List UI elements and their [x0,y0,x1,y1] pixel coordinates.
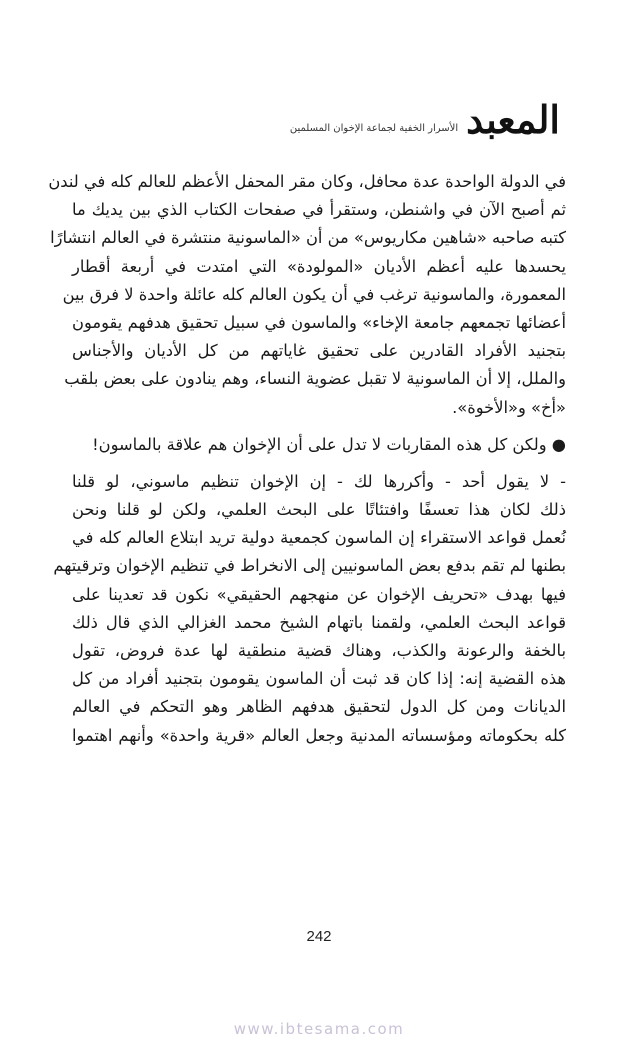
page-number: 242 [306,928,332,945]
text-line: كتبه صاحبه «شاهين مكاريوس» من أن «الماسونية منتشرة في العالم انتشارًا [50,228,566,248]
text-line: بالخفة والرعونة والكذب، وهناك قضية منطقية لها عدة فروض، تقول [72,641,566,660]
text-line: - لا يقول أحد - وأكررها لك - إن الإخوان تنظيم ماسوني، لو قلنا [72,471,566,491]
text-line: الديانات ومن كل الدول لتحقيق هدفهم الظاهر وهو التحكم في العالم [72,697,566,717]
text-line: المعمورة، والماسونية ترغب في أن يكون العالم كله عائلة واحدة لا فرق بين [62,284,566,304]
running-header [289,97,560,142]
text-line: ذلك لكان هذا تعسفًا وافتئاتًا على البحث العلمي، ولكن لو قلنا ونحن [72,500,566,520]
paragraph-1 [48,168,566,422]
text-line: في الدولة الواحدة عدة محافل، وكان مقر المحفل الأعظم للعالم كله في لندن [48,172,566,191]
question-line: ● ولكن كل هذه المقاربات لا تدل على أن الإخوان هم علاقة بالماسون! [92,434,566,454]
page-body [48,168,566,750]
text-line: كله بحكوماته ومؤسساته المدنية وجعل العالم «قرية واحدة» وأنهم اهتموا [72,725,566,745]
text-line: قواعد البحث العلمي، ولقمنا باتهام الشيخ محمد الغزالي الذي قال ذلك [72,612,566,632]
text-line: ثم أصبح الآن في واشنطن، وستقرأ في صفحات الكتاب الذي بين يديك ما [72,200,566,220]
text-line: هذه القضية إنه: إذا كان قد ثبت أن الماسون يقومون بتجنيد أفراد من كل [72,669,566,689]
text-line: بتجنيد الأفراد القادرين على تحقيق غاياتهم من كل الأديان والأجناس [72,341,566,361]
text-line: أعضائها تجمعهم جامعة الإخاء» والماسون في سبيل تحقيق هدفهم يقومون [72,312,566,332]
text-line: فيها بهدف «تحريف الإخوان عن منهجهم الحقيقي» نكون قد تعدينا على [72,584,566,604]
text-line: يحسدها عليه أعظم الأديان «المولودة» التي امتدت في أربعة أقطار [72,256,566,276]
paragraph-2 [53,468,566,750]
book-subtitle: الأسرار الخفية لجماعة الإخوان المسلمين [289,123,459,134]
text-line: والملل، إلا أن الماسونية لا تقبل عضوية النساء، وهم ينادون على بعض بلقب [64,369,566,389]
watermark-link[interactable]: www.ibtesama.com [233,1020,405,1038]
text-line: «أخ» و«الأخوة». [452,397,566,417]
text-line: بطنها لم تقم بدفع بعض الماسونيين إلى الانخراط في تنظيم الإخوان وترقيتهم [53,556,566,576]
text-line: نُعمل قواعد الاستقراء إن الماسون كجمعية دولية تريد ابتلاع العالم كله في [72,528,566,548]
book-logo: المعبد [466,97,560,142]
